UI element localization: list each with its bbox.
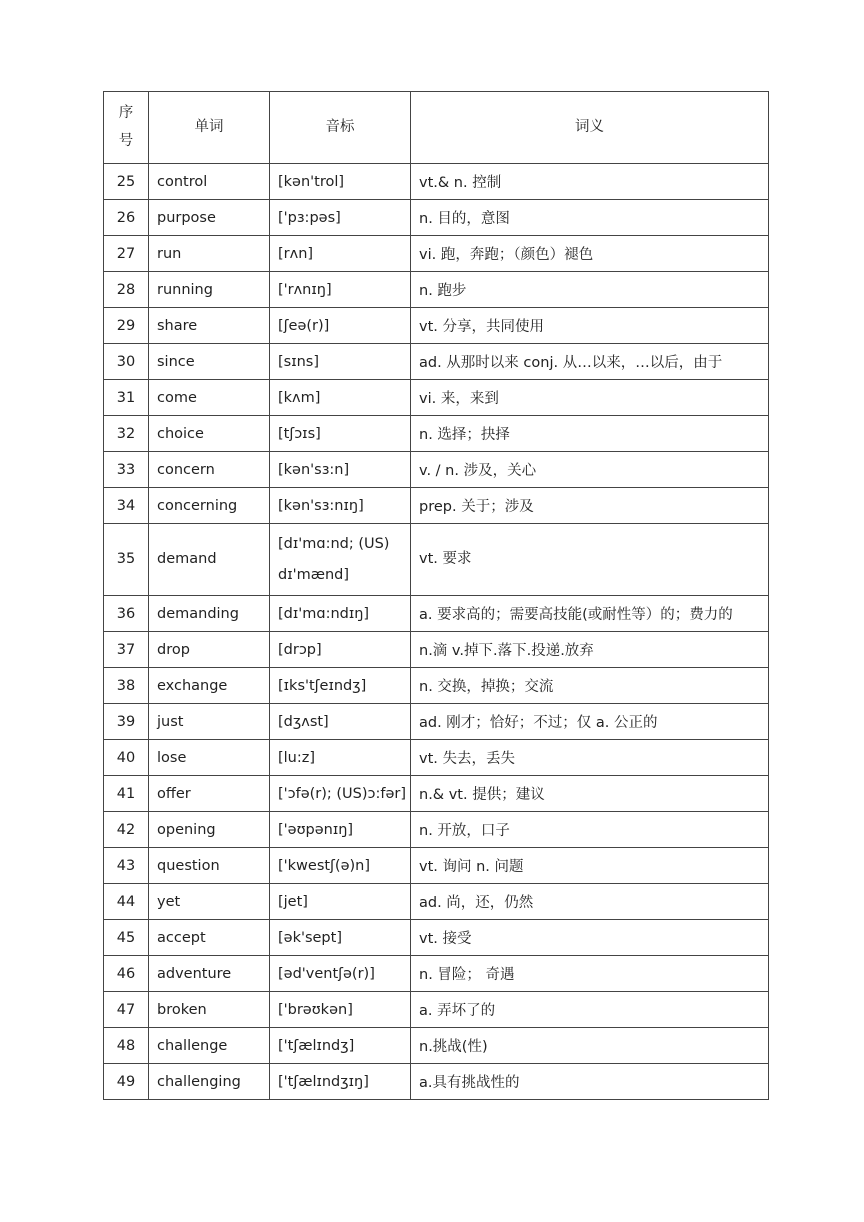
table-row bbox=[104, 920, 769, 956]
table-row bbox=[104, 200, 769, 236]
row-number: 46 bbox=[104, 956, 149, 992]
row-number: 48 bbox=[104, 1028, 149, 1064]
table-row bbox=[104, 164, 769, 200]
word-cell: since bbox=[149, 344, 270, 380]
phonetic-cell: [ʃeə(r)] bbox=[270, 308, 411, 344]
meaning-cell: a. 要求高的；需要高技能(或耐性等）的；费力的 bbox=[411, 596, 769, 632]
vocabulary-table bbox=[103, 91, 769, 1100]
row-number: 26 bbox=[104, 200, 149, 236]
table-row bbox=[104, 992, 769, 1028]
table-row bbox=[104, 524, 769, 596]
word-cell: come bbox=[149, 380, 270, 416]
table-row bbox=[104, 632, 769, 668]
row-number: 42 bbox=[104, 812, 149, 848]
phonetic-cell: [dɪ'mɑ:nd; (US) dɪ'mænd] bbox=[270, 524, 411, 596]
phonetic-cell: ['pɜ:pəs] bbox=[270, 200, 411, 236]
phonetic-cell: ['rʌnɪŋ] bbox=[270, 272, 411, 308]
word-cell: adventure bbox=[149, 956, 270, 992]
row-number: 44 bbox=[104, 884, 149, 920]
meaning-cell: n. 选择；抉择 bbox=[411, 416, 769, 452]
word-cell: challenge bbox=[149, 1028, 270, 1064]
meaning-cell: ad. 刚才；恰好；不过；仅 a. 公正的 bbox=[411, 704, 769, 740]
word-cell: demand bbox=[149, 524, 270, 596]
word-cell: opening bbox=[149, 812, 270, 848]
word-cell: just bbox=[149, 704, 270, 740]
word-cell: choice bbox=[149, 416, 270, 452]
meaning-cell: n.滴 v.掉下.落下.投递.放弃 bbox=[411, 632, 769, 668]
meaning-cell: vt.& n. 控制 bbox=[411, 164, 769, 200]
word-cell: running bbox=[149, 272, 270, 308]
phonetic-cell: [ɪks'tʃeɪndʒ] bbox=[270, 668, 411, 704]
meaning-cell: n. 交换，掉换；交流 bbox=[411, 668, 769, 704]
word-cell: broken bbox=[149, 992, 270, 1028]
phonetic-cell: [sɪns] bbox=[270, 344, 411, 380]
meaning-cell: n. 开放，口子 bbox=[411, 812, 769, 848]
meaning-cell: prep. 关于；涉及 bbox=[411, 488, 769, 524]
meaning-cell: n. 跑步 bbox=[411, 272, 769, 308]
meaning-cell: v. / n. 涉及，关心 bbox=[411, 452, 769, 488]
meaning-cell: vi. 跑，奔跑；（颜色）褪色 bbox=[411, 236, 769, 272]
phonetic-cell: [kən'trol] bbox=[270, 164, 411, 200]
row-number: 37 bbox=[104, 632, 149, 668]
meaning-cell: vt. 要求 bbox=[411, 524, 769, 596]
header-number: 序 号 bbox=[104, 92, 149, 164]
word-cell: offer bbox=[149, 776, 270, 812]
header-word: 单词 bbox=[149, 92, 270, 164]
row-number: 31 bbox=[104, 380, 149, 416]
header-row bbox=[104, 92, 769, 164]
word-cell: drop bbox=[149, 632, 270, 668]
table-row bbox=[104, 380, 769, 416]
meaning-cell: a. 弄坏了的 bbox=[411, 992, 769, 1028]
table-row bbox=[104, 776, 769, 812]
phonetic-cell: [dɪ'mɑ:ndɪŋ] bbox=[270, 596, 411, 632]
phonetic-cell: [kən'sɜ:nɪŋ] bbox=[270, 488, 411, 524]
table-row bbox=[104, 452, 769, 488]
word-cell: concern bbox=[149, 452, 270, 488]
row-number: 34 bbox=[104, 488, 149, 524]
phonetic-cell: [rʌn] bbox=[270, 236, 411, 272]
table-row bbox=[104, 668, 769, 704]
table-row bbox=[104, 848, 769, 884]
phonetic-cell: ['kwestʃ(ə)n] bbox=[270, 848, 411, 884]
meaning-cell: vi. 来，来到 bbox=[411, 380, 769, 416]
table-row bbox=[104, 812, 769, 848]
meaning-cell: vt. 询问 n. 问题 bbox=[411, 848, 769, 884]
meaning-cell: vt. 分享，共同使用 bbox=[411, 308, 769, 344]
phonetic-cell: [drɔp] bbox=[270, 632, 411, 668]
table-row bbox=[104, 1028, 769, 1064]
phonetic-cell: ['tʃælɪndʒɪŋ] bbox=[270, 1064, 411, 1100]
row-number: 45 bbox=[104, 920, 149, 956]
phonetic-cell: [ək'sept] bbox=[270, 920, 411, 956]
meaning-cell: n. 目的，意图 bbox=[411, 200, 769, 236]
header-phonetic: 音标 bbox=[270, 92, 411, 164]
row-number: 43 bbox=[104, 848, 149, 884]
row-number: 28 bbox=[104, 272, 149, 308]
word-cell: run bbox=[149, 236, 270, 272]
word-cell: concerning bbox=[149, 488, 270, 524]
meaning-cell: ad. 从那时以来 conj. 从…以来，…以后，由于 bbox=[411, 344, 769, 380]
row-number: 29 bbox=[104, 308, 149, 344]
word-cell: share bbox=[149, 308, 270, 344]
word-cell: yet bbox=[149, 884, 270, 920]
row-number: 36 bbox=[104, 596, 149, 632]
row-number: 33 bbox=[104, 452, 149, 488]
row-number: 27 bbox=[104, 236, 149, 272]
row-number: 47 bbox=[104, 992, 149, 1028]
header-meaning: 词义 bbox=[411, 92, 769, 164]
table-row bbox=[104, 596, 769, 632]
meaning-cell: n. 冒险； 奇遇 bbox=[411, 956, 769, 992]
phonetic-cell: [kən'sɜ:n] bbox=[270, 452, 411, 488]
meaning-cell: ad. 尚，还，仍然 bbox=[411, 884, 769, 920]
table-row bbox=[104, 884, 769, 920]
table-row bbox=[104, 236, 769, 272]
phonetic-cell: ['əʊpənɪŋ] bbox=[270, 812, 411, 848]
phonetic-cell: [əd'ventʃə(r)] bbox=[270, 956, 411, 992]
meaning-cell: n.挑战(性) bbox=[411, 1028, 769, 1064]
phonetic-cell: ['ɔfə(r); (US)ɔ:fər] bbox=[270, 776, 411, 812]
row-number: 39 bbox=[104, 704, 149, 740]
row-number: 35 bbox=[104, 524, 149, 596]
table-row bbox=[104, 740, 769, 776]
meaning-cell: a.具有挑战性的 bbox=[411, 1064, 769, 1100]
phonetic-cell: [tʃɔɪs] bbox=[270, 416, 411, 452]
table-row bbox=[104, 416, 769, 452]
row-number: 38 bbox=[104, 668, 149, 704]
word-cell: challenging bbox=[149, 1064, 270, 1100]
row-number: 30 bbox=[104, 344, 149, 380]
phonetic-cell: [dʒʌst] bbox=[270, 704, 411, 740]
word-cell: control bbox=[149, 164, 270, 200]
table-row bbox=[104, 272, 769, 308]
word-cell: lose bbox=[149, 740, 270, 776]
phonetic-cell: ['tʃælɪndʒ] bbox=[270, 1028, 411, 1064]
table-row bbox=[104, 1064, 769, 1100]
word-cell: exchange bbox=[149, 668, 270, 704]
phonetic-cell: ['brəʊkən] bbox=[270, 992, 411, 1028]
meaning-cell: vt. 接受 bbox=[411, 920, 769, 956]
row-number: 40 bbox=[104, 740, 149, 776]
row-number: 49 bbox=[104, 1064, 149, 1100]
row-number: 32 bbox=[104, 416, 149, 452]
table-row bbox=[104, 956, 769, 992]
phonetic-cell: [kʌm] bbox=[270, 380, 411, 416]
table-row bbox=[104, 344, 769, 380]
table-row bbox=[104, 308, 769, 344]
word-cell: question bbox=[149, 848, 270, 884]
word-cell: purpose bbox=[149, 200, 270, 236]
word-cell: demanding bbox=[149, 596, 270, 632]
phonetic-cell: [lu:z] bbox=[270, 740, 411, 776]
meaning-cell: n.& vt. 提供；建议 bbox=[411, 776, 769, 812]
table-row bbox=[104, 704, 769, 740]
table-row bbox=[104, 488, 769, 524]
phonetic-cell: [jet] bbox=[270, 884, 411, 920]
row-number: 25 bbox=[104, 164, 149, 200]
word-cell: accept bbox=[149, 920, 270, 956]
meaning-cell: vt. 失去，丢失 bbox=[411, 740, 769, 776]
row-number: 41 bbox=[104, 776, 149, 812]
